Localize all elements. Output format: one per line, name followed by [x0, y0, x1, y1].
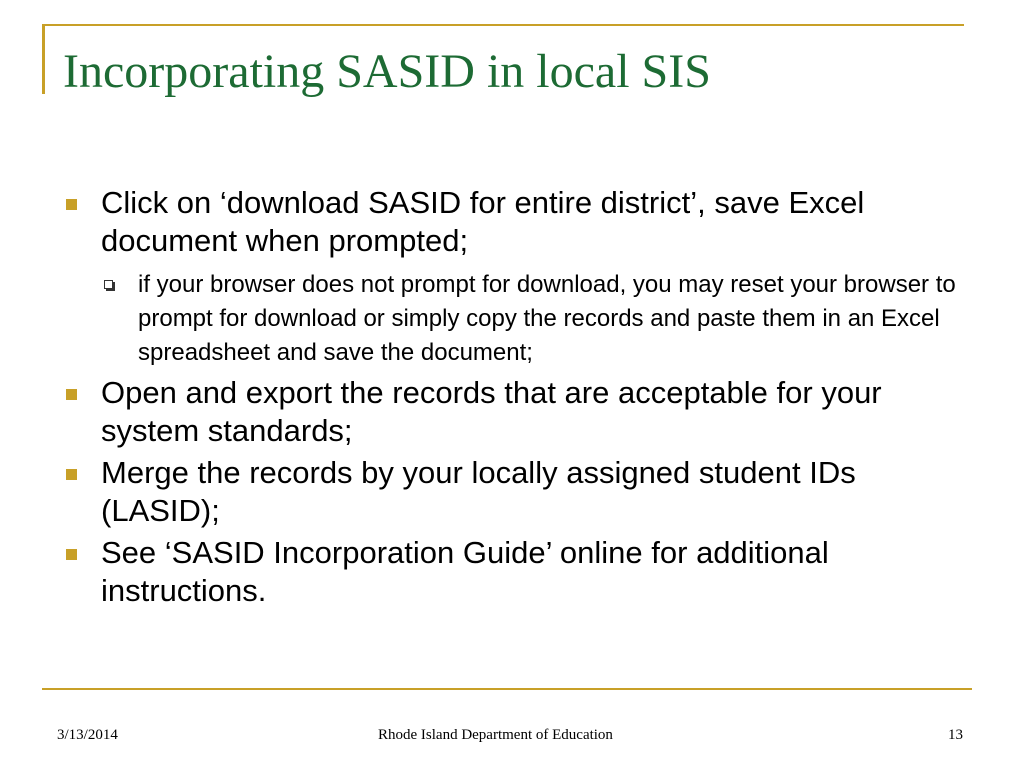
bullet-item — [60, 184, 970, 370]
footer-date: 3/13/2014 — [57, 727, 118, 743]
bullet-item — [60, 534, 970, 610]
page-number: 13 — [948, 727, 963, 743]
square-bullet-icon — [66, 199, 77, 210]
bullet-text: See ‘SASID Incorporation Guide’ online for additional instructions. — [101, 535, 829, 608]
bullet-list — [60, 184, 970, 610]
hollow-square-bullet-icon — [104, 280, 113, 289]
sub-bullet-text: if your browser does not prompt for download, you may reset your browser to prompt for download or simply copy the records and paste them in an Excel spreadsheet and save the document; — [138, 271, 956, 366]
slide-body — [60, 184, 970, 614]
square-bullet-icon — [66, 549, 77, 560]
bullet-item — [60, 454, 970, 530]
left-accent-line — [42, 24, 45, 94]
square-bullet-icon — [66, 389, 77, 400]
footer-divider — [42, 688, 972, 690]
slide-title: Incorporating SASID in local SIS — [63, 45, 711, 98]
bullet-text: Click on ‘download SASID for entire district’, save Excel document when prompted; — [101, 185, 865, 258]
bullet-item — [60, 374, 970, 450]
square-bullet-icon — [66, 469, 77, 480]
bullet-text: Open and export the records that are acceptable for your system standards; — [101, 375, 882, 448]
footer-organization: Rhode Island Department of Education — [378, 727, 613, 743]
sub-bullet-list — [101, 268, 970, 370]
top-accent-line — [42, 24, 964, 26]
bullet-text: Merge the records by your locally assigned student IDs (LASID); — [101, 455, 856, 528]
sub-bullet-item — [101, 268, 970, 370]
